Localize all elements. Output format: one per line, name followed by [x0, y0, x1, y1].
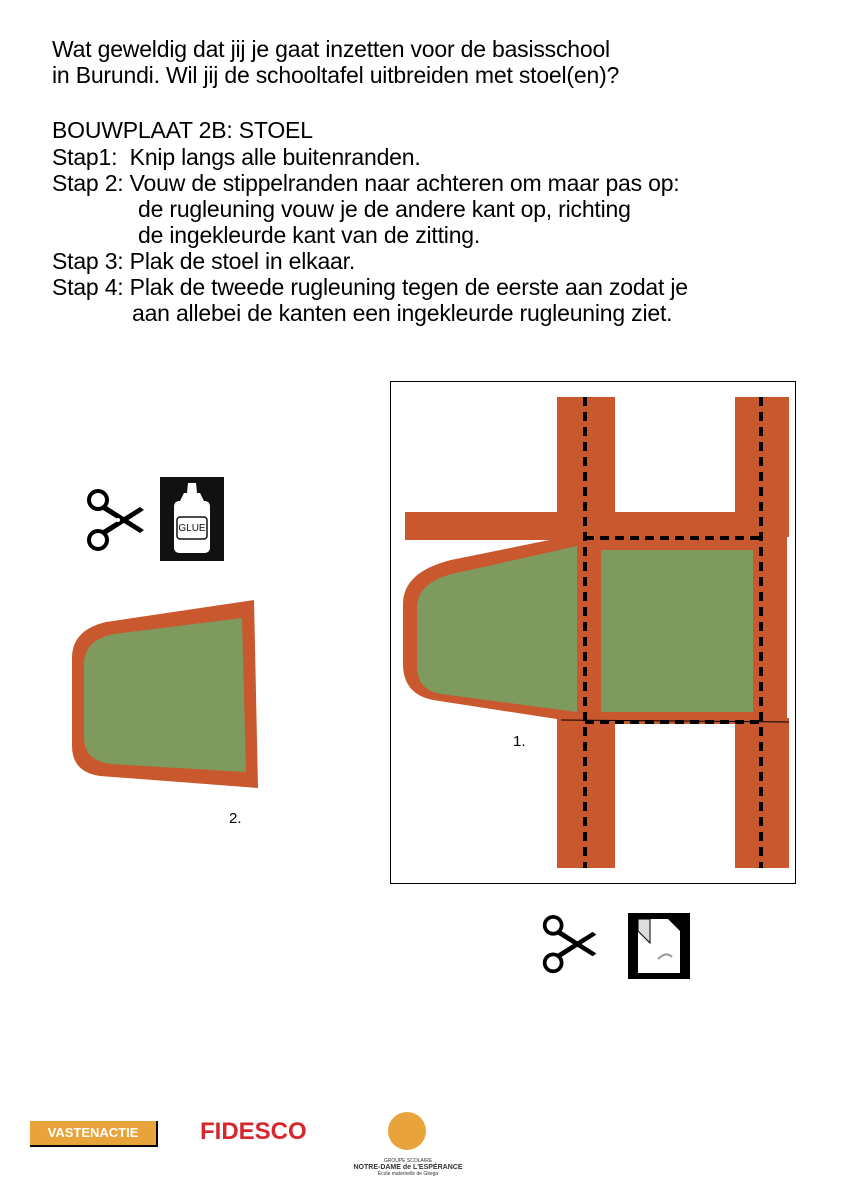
page-heading: BOUWPLAAT 2B: STOEL: [52, 117, 313, 143]
backrest-piece: [68, 596, 260, 797]
intro-line-1: Wat geweldig dat jij je gaat inzetten voor de basisschool: [52, 36, 610, 62]
step-4-line-2: aan allebei de kanten een ingekleurde rugleuning ziet.: [132, 300, 673, 326]
step-1: Stap1: Knip langs alle buitenranden.: [52, 144, 421, 170]
school-emblem: [388, 1112, 426, 1150]
school-logo: GROUPE SCOLAIRE NOTRE-DAME de L'ESPÉRANCE École maternelle de Gitega: [340, 1112, 476, 1188]
scissors-icon: [84, 488, 150, 559]
intro-line-2: in Burundi. Wil jij de schooltafel uitbreiden met stoel(en)?: [52, 62, 620, 88]
fold-paper-icon: [628, 913, 690, 979]
step-2-line-2: de rugleuning vouw je de andere kant op, richting: [138, 196, 631, 222]
glue-bottle-icon: [160, 477, 224, 561]
step-3: Stap 3: Plak de stoel in elkaar.: [52, 248, 356, 274]
glue-label: GLUE: [178, 523, 206, 534]
part-number-1: 1.: [513, 733, 526, 750]
step-2: Stap 2: Vouw de stippelranden naar achteren om maar pas op:: [52, 170, 680, 196]
step-2-line-3: de ingekleurde kant van de zitting.: [138, 222, 481, 248]
step-4: Stap 4: Plak de tweede rugleuning tegen de eerste aan zodat je: [52, 274, 688, 300]
part-number-2: 2.: [229, 810, 242, 827]
fidesco-logo: FIDESCO: [200, 1118, 307, 1145]
chair-net-frame: [390, 381, 796, 884]
scissors-icon: [540, 914, 602, 981]
vastenactie-logo: VASTENACTIE: [30, 1121, 158, 1147]
